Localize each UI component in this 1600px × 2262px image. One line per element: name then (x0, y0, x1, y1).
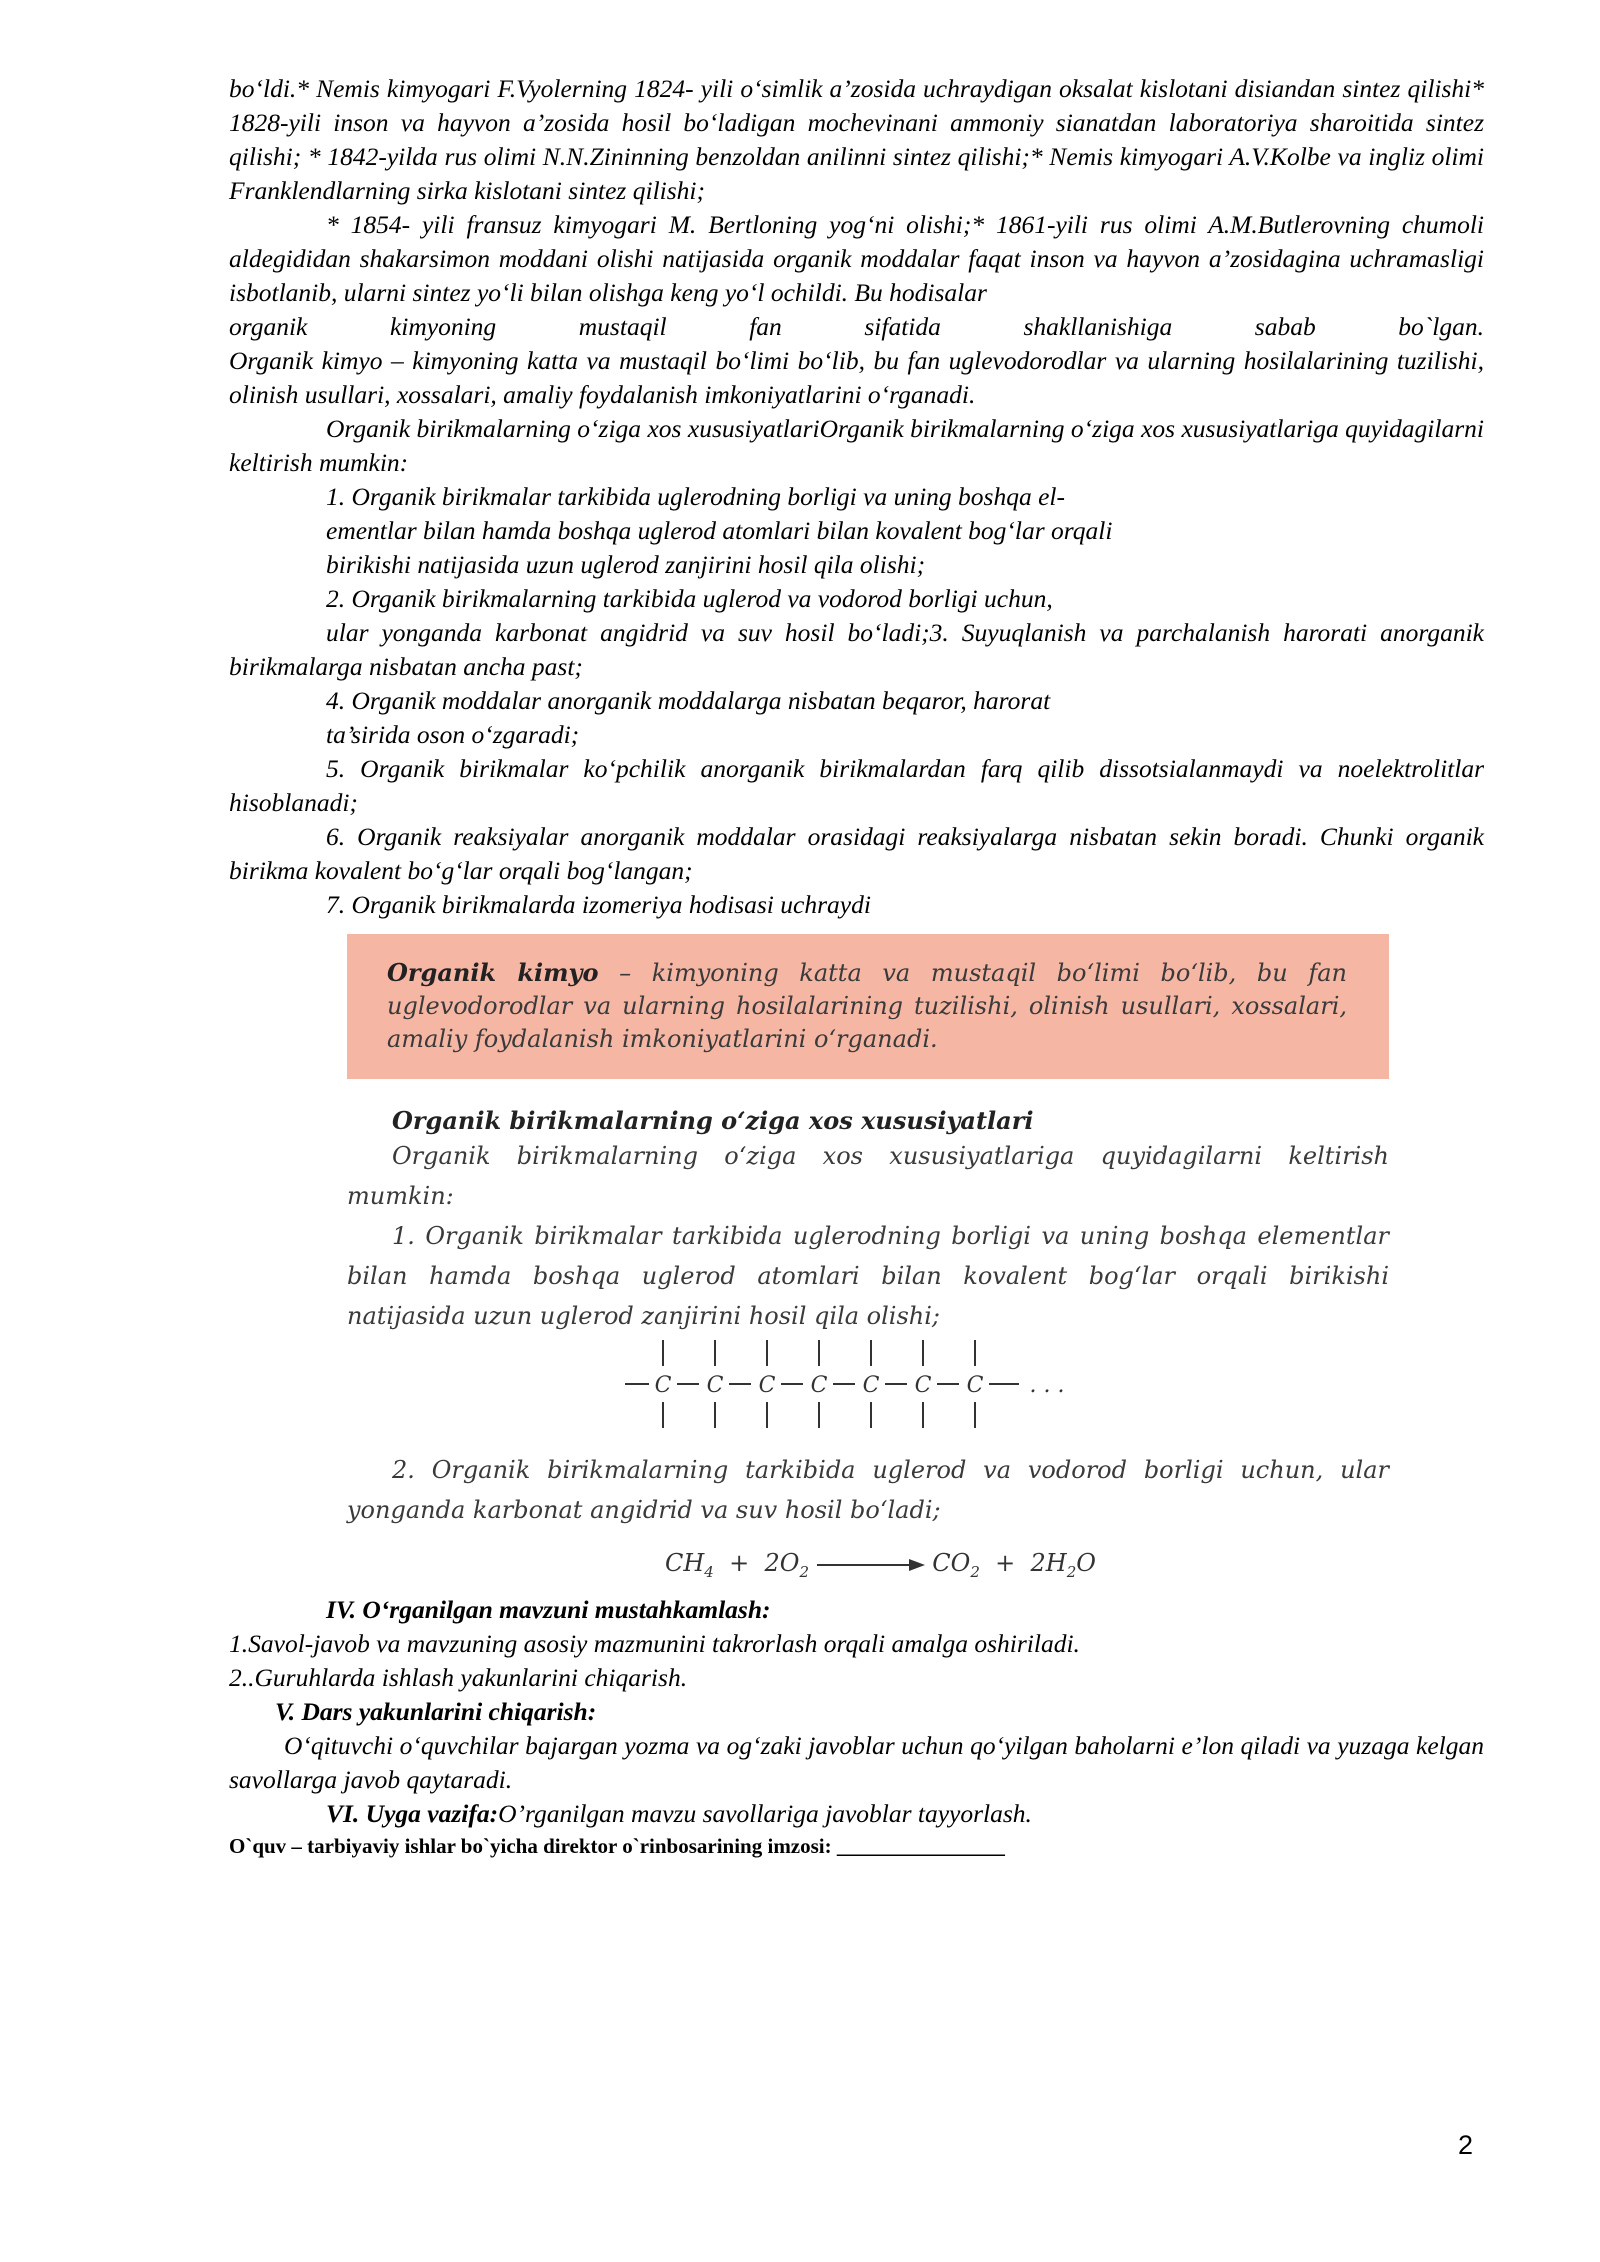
section-iv-item-1: 1.Savol-javob va mavzuning asosiy mazmunini takrorlash orqali amalga oshiriladi. (229, 1629, 1080, 1658)
section-v-title: V. Dars yakunlarini chiqarish: (275, 1697, 597, 1726)
section-vi-title: VI. Uyga vazifa: (326, 1799, 499, 1828)
list-item-4a: 4. Organik moddalar anorganik moddalarga nisbatan beqaror, harorat (326, 686, 1051, 715)
figure-item-2: 2. Organik birikmalarning tarkibida uglerod va vodorod borligi uchun, ular yonganda karbonat angidrid va suv hosil bo‘ladi; (347, 1456, 1389, 1524)
list-item-4b: ta’sirida oson o‘zgaradi; (326, 720, 580, 749)
page-number: 2 (1458, 2130, 1474, 2160)
paragraph-properties-intro: Organik birikmalarning o‘ziga xos xususiyatlariOrganik birikmalarning o‘ziga xos xususiyatlariga quyidagilarni keltirish mumkin: (229, 414, 1484, 477)
definition-term: Organik kimyo (387, 958, 599, 987)
reaction-arrow-icon (817, 1557, 925, 1573)
section-iv-title: IV. O‘rganilgan mavzuni mustahkamlash: (326, 1595, 771, 1624)
eq-carbon-dioxide: $CO_2$ (932, 1549, 980, 1581)
list-item-2a: 2. Organik birikmalarning tarkibida uglerod va vodorod borligi uchun, (326, 584, 1053, 613)
section-vi (229, 1797, 1484, 1831)
definition-box (347, 934, 1389, 1079)
combustion-equation (665, 1546, 1096, 1589)
figure-item-1: 1. Organik birikmalar tarkibida uglerodning borligi va uning boshqa elementlar bilan hamda boshqa uglerod atomlari bilan kovalent bog‘lar orqali birikishi natijasida uzun uglerod zanjirini hosil qila olishi; (347, 1222, 1389, 1330)
paragraph-history-2: * 1854- yili fransuz kimyogari M. Bertloning yog‘ni olishi;* 1861-yili rus olimi A.M.Butlerovning chumoli aldegididan shakarsimon moddani olishi natijasida organik moddalar faqat inson va hayvon a’zosidagina uchramasligi isbotlanib, ularni sintez yo‘li bilan olishga keng yo‘l ochildi. Bu hodisalar (229, 210, 1484, 307)
list-item-5: 5. Organik birikmalar ko‘pchilik anorganik birikmalardan farq qilib dissotsialanmaydi va noelektrolitlar hisoblanadi; (229, 754, 1484, 817)
document-body (229, 72, 1484, 1861)
section-v-text: O‘qituvchi o‘quvchilar bajargan yozma va og‘zaki javoblar uchun qo‘yilgan baholarni e’lon qiladi va yuzaga kelgan savollarga javob qaytaradi. (229, 1731, 1484, 1794)
paragraph-history-2-last: organik kimyoning mustaqil fan sifatida shakllanishiga sabab bo`lgan. (229, 312, 1484, 341)
list-item-2b: ular yonganda karbonat angidrid va suv hosil bo‘ladi;3. Suyuqlanish va parchalanish harorati anorganik birikmalarga nisbatan ancha past; (229, 618, 1484, 681)
signature-line: O`quv – tarbiyaviy ishlar bo`yicha direktor o`rinbosarining imzosi: ________________ (229, 1834, 1005, 1858)
eq-oxygen: $2O_2$ (764, 1549, 809, 1581)
definition-box-text (387, 956, 1347, 1056)
paragraph-history: bo‘ldi.* Nemis kimyogari F.Vyolerning 1824- yili o‘simlik a’zosida uchraydigan oksalat kislotani disiandan sintez qilishi* 1828-yili inson va hayvon a’zosida hosil bo‘ladigan mochevinani ammoniy sianatdan laboratoriya sharoitida sintez qilishi; * 1842-yilda rus olimi N.N.Zininning benzoldan anilinni sintez qilishi;* Nemis kimyogari A.V.Kolbe va ingliz olimi Franklendlarning sirka kislotani sintez qilishi; (229, 74, 1484, 205)
chain-atom-c: C (862, 1373, 880, 1398)
figure-intro: Organik birikmalarning o‘ziga xos xususiyatlariga quyidagilarni keltirish mumkin: (347, 1142, 1389, 1210)
paragraph-definition: Organik kimyo – kimyoning katta va mustaqil bo‘limi bo‘lib, bu fan uglevodorodlar va ularning hosilalarining tuzilishi, olinish usullari, xossalari, amaliy foydalanish imkoniyatlarini o‘rganadi. (229, 346, 1484, 409)
figure-heading: Organik birikmalarning o‘ziga xos xususiyatlari (392, 1106, 1034, 1135)
chain-atom-c: C (758, 1373, 776, 1398)
list-item-7: 7. Organik birikmalarda izomeriya hodisasi uchraydi (326, 890, 871, 919)
carbon-chain-diagram (347, 1336, 1389, 1436)
eq-plus: + (995, 1549, 1016, 1577)
section-iv-item-2: 2..Guruhlarda ishlash yakunlarini chiqarish. (229, 1663, 688, 1692)
chain-atom-c: C (810, 1373, 828, 1398)
list-item-1c: birikishi natijasida uzun uglerod zanjirini hosil qila olishi; (326, 550, 926, 579)
chain-atom-c: C (654, 1373, 672, 1398)
section-vi-text: O’rganilgan mavzu savollariga javoblar tayyorlash. (498, 1799, 1032, 1828)
definition-body: – kimyoning katta va mustaqil bo‘limi bo‘lib, bu fan uglevodorodlar va ularning hosilalarining tuzilishi, olinish usullari, xossalari, amaliy foydalanish imkoniyatlarini o‘rganadi. (387, 959, 1347, 1053)
eq-methane: $CH_4$ (665, 1549, 714, 1581)
chain-continuation: . . . (1029, 1373, 1065, 1398)
chain-atom-c: C (706, 1373, 724, 1398)
eq-plus: + (729, 1549, 750, 1577)
list-item-6: 6. Organik reaksiyalar anorganik moddalar orasidagi reaksiyalarga nisbatan sekin boradi. Chunki organik birikma kovalent bo‘g‘lar orqali bog‘langan; (229, 822, 1484, 885)
list-item-1a: 1. Organik birikmalar tarkibida uglerodning borligi va uning boshqa el- (326, 482, 1065, 511)
textbook-excerpt-figure (347, 934, 1389, 1589)
chain-atom-c: C (914, 1373, 932, 1398)
eq-water: $2H_2O$ (1030, 1549, 1096, 1581)
list-item-1b: ementlar bilan hamda boshqa uglerod atomlari bilan kovalent bog‘lar orqali (326, 516, 1113, 545)
chain-atom-c: C (966, 1373, 984, 1398)
